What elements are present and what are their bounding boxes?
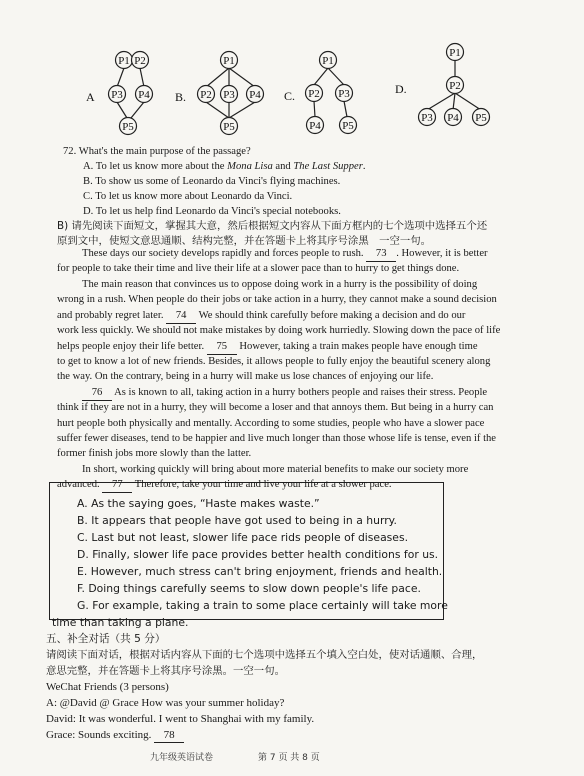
- node-label: P2: [134, 55, 146, 67]
- blank-76: 76: [82, 386, 112, 401]
- passage-line: In short, working quickly will bring about more material benefits to make our society more: [82, 464, 469, 475]
- blank-75: 75: [207, 340, 237, 355]
- option-letter: B.: [83, 176, 93, 187]
- title-mona-lisa: Mona Lisa: [227, 161, 273, 172]
- passage-line: helps people enjoy their life better. 75 However, taking a train makes people have enough time: [57, 340, 478, 355]
- tree-diagrams: [0, 0, 584, 142]
- dialogue-line-grace: Grace: Sounds exciting. 78: [46, 728, 184, 743]
- footer-left: 九年级英语试卷: [150, 753, 214, 763]
- passage-line: the way. On the contrary, being in a hurry will make us lose chances of enjoying our life.: [57, 371, 434, 382]
- title-last-supper: The Last Supper: [293, 161, 363, 172]
- option-letter: A.: [83, 161, 94, 172]
- chat-title: WeChat Friends (3 persons): [46, 681, 169, 693]
- diagram-label-d: D.: [395, 82, 407, 96]
- option-letter: C.: [83, 191, 93, 202]
- box-option-b: B. It appears that people have got used to being in a hurry.: [77, 514, 397, 527]
- passage-line: wrong in a rush. When people do their jobs or take action in a hurry, they cannot make a sound decision: [57, 294, 497, 305]
- passage-line: for people to take their time and live their life at a slower pace than to hurry to get things done.: [57, 263, 460, 274]
- blank-74: 74: [166, 309, 196, 324]
- option-text-pre: To let us know more about the: [95, 161, 228, 172]
- node-label: P3: [338, 88, 350, 100]
- node-label: P4: [447, 112, 459, 124]
- passage-line: work less quickly. We should not make mistakes by doing work hurriedly. Slowing down the pace of life: [57, 325, 501, 336]
- node-label: P1: [449, 47, 461, 59]
- passage-line: The main reason that convinces us to oppose doing work in a hurry is the possibility of doing: [82, 279, 478, 290]
- box-option-g: G. For example, taking a train to some place certainly will take more: [77, 599, 448, 612]
- option-text-post: .: [362, 161, 366, 172]
- section-five-instruction-1: 请阅读下面对话，根据对话内容从下面的七个选项中选择五个填入空白处，使对话通顺、合理，: [46, 649, 483, 661]
- node-label: P2: [200, 89, 212, 101]
- passage-line: suffer fewer diseases, tend to be happier and live much longer than those whose life is tense, even if the: [57, 433, 497, 444]
- passage-line: advanced. 77 Therefore, take your time and live your life at a slower pace.: [57, 478, 392, 493]
- node-label: P3: [111, 89, 123, 101]
- diagram-label-c: C.: [284, 89, 296, 103]
- node-label: P5: [122, 121, 134, 133]
- node-label: P2: [449, 80, 461, 92]
- passage-line: These days our society develops rapidly and forces people to rush. 73 . However, it is better: [82, 247, 488, 262]
- box-option-e: E. However, much stress can't bring enjoyment, friends and health.: [77, 565, 443, 578]
- node-label: P3: [421, 112, 433, 124]
- box-option-f: F. Doing things carefully seems to slow down people's life pace.: [77, 582, 421, 595]
- box-option-c: C. Last but not least, slower life pace rids people of diseases.: [77, 531, 409, 544]
- question-72-option-c: [83, 190, 292, 204]
- node-label: P4: [138, 89, 150, 101]
- node-label: P5: [475, 112, 487, 124]
- question-72-option-b: [83, 175, 340, 189]
- diagram-label-b: B.: [175, 90, 187, 104]
- blank-77: 77: [102, 478, 132, 493]
- option-text: To let us help find Leonardo da Vinci's special notebooks.: [95, 206, 341, 217]
- blank-73: 73: [366, 247, 396, 262]
- node-label: P2: [308, 88, 320, 100]
- option-text-mid: and: [272, 161, 294, 172]
- diagram-label-a: A: [86, 90, 95, 104]
- passage-line: former finish jobs more slowly than the latter.: [57, 448, 252, 459]
- node-label: P1: [322, 55, 334, 67]
- question-72-option-d: [83, 205, 341, 219]
- dialogue-line-a: A: @David @ Grace How was your summer holiday?: [46, 697, 285, 709]
- option-text: To let us know more about Leonardo da Vinci.: [95, 191, 293, 202]
- question-72-option-a: [83, 160, 366, 174]
- option-letter: D.: [83, 206, 94, 217]
- dialogue-line-david: David: It was wonderful. I went to Shanghai with my family.: [46, 713, 315, 725]
- section-b-instruction-1: B) 请先阅读下面短文，掌握其大意，然后根据短文内容从下面方框内的七个选项中选择五个还: [57, 220, 488, 232]
- section-b-instruction-2: 原到文中，使短文意思通顺、结构完整，并在答题卡上将其序号涂黑 一空一句。: [57, 235, 432, 247]
- box-option-a: A. As the saying goes, “Haste makes waste.”: [77, 497, 320, 510]
- box-option-d: D. Finally, slower life pace provides better health conditions for us.: [77, 548, 439, 561]
- section-five-instruction-2: 意思完整，并在答题卡上将其序号涂黑。一空一句。: [46, 665, 285, 677]
- option-text: To show us some of Leonardo da Vinci's flying machines.: [95, 176, 341, 187]
- section-five-heading: 五、补全对话（共 5 分）: [46, 633, 166, 645]
- blank-78: 78: [154, 728, 184, 743]
- passage-line: think if they are not in a hurry, they will become a loser and that annoys them. But being in a hurry can: [57, 402, 494, 413]
- node-label: P1: [118, 55, 130, 67]
- node-label: P5: [223, 121, 235, 133]
- footer-page-number: 第 7 页 共 8 页: [258, 753, 320, 763]
- node-label: P4: [249, 89, 261, 101]
- question-72-stem: 72. What's the main purpose of the passage?: [63, 146, 251, 157]
- node-label: P1: [223, 55, 235, 67]
- passage-line: and probably regret later. 74 We should think carefully before making a decision and do our: [57, 309, 465, 324]
- box-option-g-continued: time than taking a plane.: [52, 616, 189, 629]
- passage-line: hurt people both physically and mentally. According to some studies, people who have a slower pace: [57, 418, 485, 429]
- passage-line: to get to know a lot of new friends. Besides, it allows people to fully enjoy the beautiful scenery along: [57, 356, 491, 367]
- node-label: P3: [223, 89, 235, 101]
- passage-line: 76 As is known to all, taking action in a hurry bothers people and raises their stress. People: [82, 386, 487, 401]
- node-label: P4: [309, 120, 321, 132]
- node-label: P5: [342, 120, 354, 132]
